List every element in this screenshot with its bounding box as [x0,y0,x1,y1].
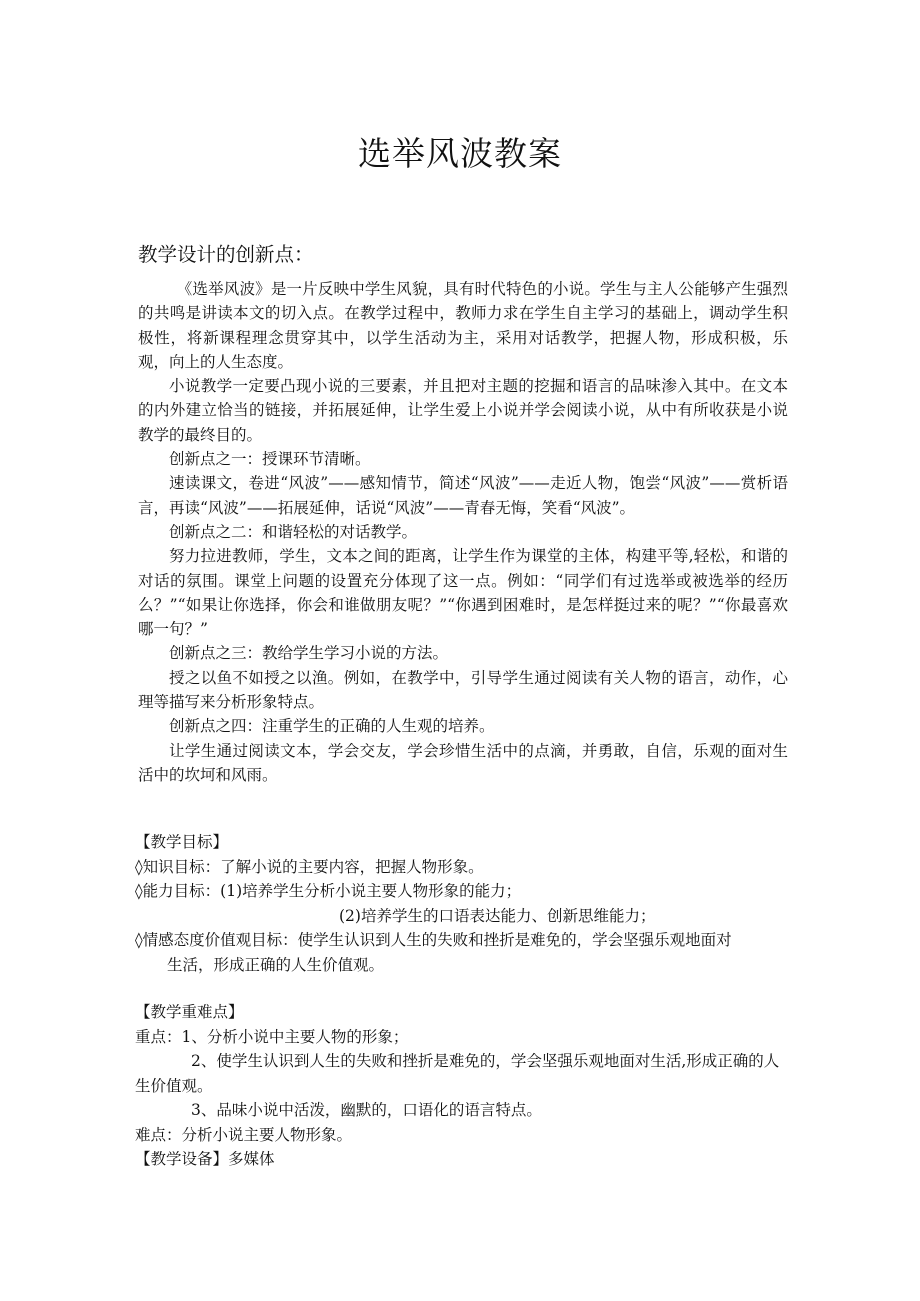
key-points-section [135,1000,795,1172]
innovation-point-1: 创新点之一：授课环节清晰。 [169,450,371,469]
goals-heading: 【教学目标】 [135,833,229,851]
emotion-goal-2: 生活，形成正确的人生价值观。 [167,955,385,974]
innovation-point-4: 创新点之四：注重学生的正确的人生观的培养。 [169,717,495,736]
key-point-2: 2、使学生认识到人生的失败和挫折是难免的，学会坚强乐观地面对生活,形成正确的人生价值观。 [135,1052,780,1095]
ability-goal-2: (2)培养学生的口语表达能力、创新思维能力； [339,906,656,925]
key-point-1: 重点：1、分析小说中主要人物的形象； [135,1027,409,1046]
innovation-point-2: 创新点之二：和谐轻松的对话教学。 [169,522,418,541]
equipment-line: 【教学设备】多媒体 [135,1150,275,1168]
paragraph: 授之以鱼不如授之以渔。例如，在教学中，引导学生通过阅读有关人物的语言，动作，心理等描写来分析形象特点。 [138,668,788,712]
emotion-goal-1: ◊情感态度价值观目标：使学生认识到人生的失败和挫折是难免的，学会坚强乐观地面对 [135,931,732,949]
paragraph: 小说教学一定要凸现小说的三要素，并且把对主题的挖掘和语言的品味渗入其中。在文本的内外建立恰当的链接，并拓展延伸，让学生爱上小说并学会阅读小说，从中有所收获是小说教学的最终目的。 [138,377,788,444]
ability-goal-1: ◊能力目标：(1)培养学生分析小说主要人物形象的能力； [135,882,522,900]
paragraph: 速读课文，卷进“风波”——感知情节，简述“风波”——走近人物，饱尝“风波”——赏析语言，再读“风波”——拓展延伸，话说“风波”——青春无悔，笑看“风波”。 [138,474,788,517]
key-point-3: 3、品味小说中活泼，幽默的，口语化的语言特点。 [191,1101,542,1119]
document-title: 选举风波教案 [358,134,562,173]
innovation-point-3: 创新点之三：教给学生学习小说的方法。 [169,644,449,663]
intro-paragraph: 《选举风波》是一片反映中学生风貌，具有时代特色的小说。学生与主人公能够产生强烈的共鸣是讲读本文的切入点。在教学过程中，教师力求在学生自主学习的基础上，调动学生积极性，将新课程理念贯穿其中，以学生活动为主，采用对话教学，把握人物，形成积极，乐观，向上的人生态度。 [138,280,788,371]
innovation-section [138,277,788,787]
paragraph: 努力拉进教师，学生，文本之间的距离，让学生作为课堂的主体，构建平等,轻松，和谐的对话的氛围。课堂上问题的设置充分体现了这一点。例如：“同学们有过选举或被选举的经历么？”“如果让你选择，你会和谁做朋友呢？”“你遇到困难时，是怎样挺过来的呢？”“你最喜欢哪一句？” [138,547,788,639]
teaching-goals-section [135,830,795,977]
paragraph: 让学生通过阅读文本，学会交友，学会珍惜生活中的点滴，并勇敢，自信，乐观的面对生活中的坎坷和风雨。 [138,741,788,784]
key-points-heading: 【教学重难点】 [135,1003,244,1021]
difficulty-point: 难点：分析小说主要人物形象。 [135,1125,353,1144]
knowledge-goal: ◊知识目标：了解小说的主要内容，把握人物形象。 [135,857,484,876]
innovation-heading: 教学设计的创新点： [138,243,314,266]
